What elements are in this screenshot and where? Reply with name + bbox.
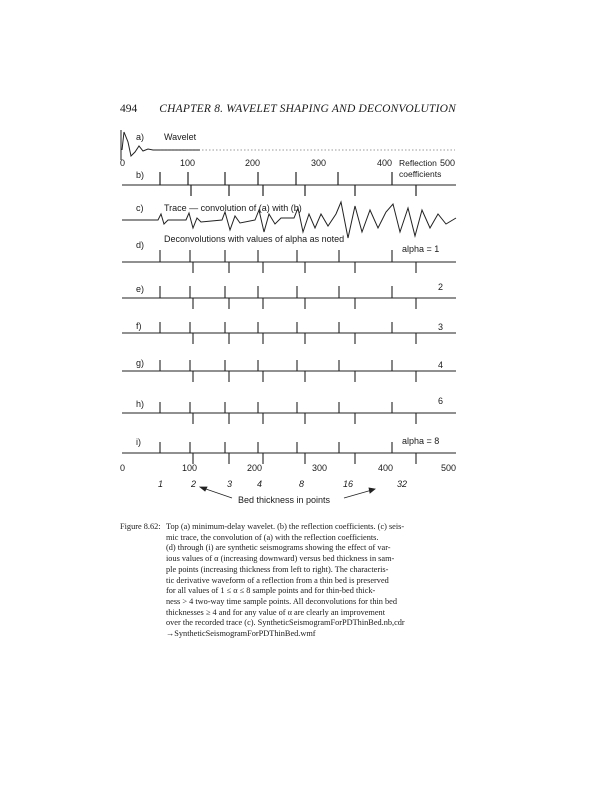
trace-f xyxy=(122,321,456,344)
trace-e xyxy=(122,282,456,309)
trace-title: Deconvolutions with values of alpha as noted xyxy=(164,234,345,244)
bed-thickness-value: 1 xyxy=(158,479,164,489)
bottom-axis-tick: 400 xyxy=(378,463,394,473)
caption-line: Top (a) minimum-delay wavelet. (b) the reflection coefficients. (c) seis- xyxy=(166,522,405,531)
trace-d xyxy=(122,234,456,273)
trace-h xyxy=(122,396,456,424)
top-axis-tick: 100 xyxy=(180,158,196,168)
bed-thickness-value: 2 xyxy=(191,479,197,489)
page-number: 494 xyxy=(120,103,138,115)
bottom-axis-tick: 200 xyxy=(247,463,263,473)
trace-label: d) xyxy=(136,240,145,250)
caption-line: tic derivative waveform of a reflection from a thin bed is preserved xyxy=(166,575,389,585)
top-axis-tick: 500 xyxy=(440,158,456,168)
alpha-value: 2 xyxy=(438,282,444,292)
top-axis-tick: 400 xyxy=(377,158,393,168)
trace-label: g) xyxy=(136,358,145,368)
top-axis-tick: 200 xyxy=(245,158,261,168)
caption-line: over the recorded trace (c). SyntheticSeismogramForPDThinBed.nb,cdr xyxy=(166,618,405,628)
caption-line: mic trace, the convolution of (a) with the reflection coefficients. xyxy=(166,532,379,542)
bottom-axis-tick: 300 xyxy=(312,463,328,473)
alpha-value: 3 xyxy=(438,322,444,332)
bottom-axis xyxy=(120,463,456,473)
figure-caption xyxy=(120,522,456,640)
caption-line: ness > 4 two-way time sample points. All deconvolutions for thin bed xyxy=(166,596,397,606)
caption-line: for all values of 1 ≤ α ≤ 8 sample points and for thin-bed thick- xyxy=(166,586,376,596)
alpha-value: 4 xyxy=(438,360,444,370)
bed-thickness-label: Bed thickness in points xyxy=(238,495,331,505)
trace-label: h) xyxy=(136,399,145,409)
alpha-value: alpha = 8 xyxy=(402,436,440,446)
bed-thickness-value: 16 xyxy=(343,479,354,489)
caption-line: ious values of α (increasing downward) versus bed thickness in sam- xyxy=(166,554,395,564)
chapter-title: CHAPTER 8. WAVELET SHAPING AND DECONVOLUTION xyxy=(159,103,456,115)
trace-c xyxy=(122,202,456,238)
bed-thickness-value: 32 xyxy=(397,479,408,489)
alpha-value: 6 xyxy=(438,396,444,406)
top-axis-tick: 300 xyxy=(311,158,327,168)
bottom-axis-tick: 100 xyxy=(182,463,198,473)
trace-title: coefficients xyxy=(399,169,442,179)
caption-line: ple points (increasing thickness from left to right). The characteris- xyxy=(166,564,389,574)
trace-a xyxy=(121,130,455,160)
trace-b xyxy=(122,158,456,196)
trace-label: c) xyxy=(136,203,144,213)
trace-label: b) xyxy=(136,170,145,180)
trace-g xyxy=(122,358,456,382)
bottom-axis-tick: 0 xyxy=(120,463,126,473)
caption-line: →SyntheticSeismogramForPDThinBed.wmf xyxy=(166,629,316,639)
caption-line: thicknesses ≥ 4 and for any value of α are clearly an improvement xyxy=(166,607,386,617)
trace-label: i) xyxy=(136,437,141,447)
trace-title: Reflection xyxy=(399,158,437,168)
bottom-axis-tick: 500 xyxy=(441,463,457,473)
trace-label: e) xyxy=(136,284,145,294)
caption-line: (d) through (i) are synthetic seismograms showing the effect of var- xyxy=(166,543,391,553)
trace-label: a) xyxy=(136,132,145,142)
trace-title: Wavelet xyxy=(164,132,197,142)
trace-title: Trace — convolution of (a) with (b) xyxy=(164,203,302,213)
trace-i xyxy=(122,436,456,464)
bed-thickness-value: 4 xyxy=(257,479,263,489)
bed-thickness-values xyxy=(158,479,407,489)
bed-thickness-value: 8 xyxy=(299,479,305,489)
trace-label: f) xyxy=(136,321,142,331)
caption-label: Figure 8.62: xyxy=(120,522,161,531)
top-axis-tick: 0 xyxy=(120,158,126,168)
alpha-value: alpha = 1 xyxy=(402,244,440,254)
caption-body xyxy=(166,522,456,640)
bed-thickness-value: 3 xyxy=(227,479,233,489)
